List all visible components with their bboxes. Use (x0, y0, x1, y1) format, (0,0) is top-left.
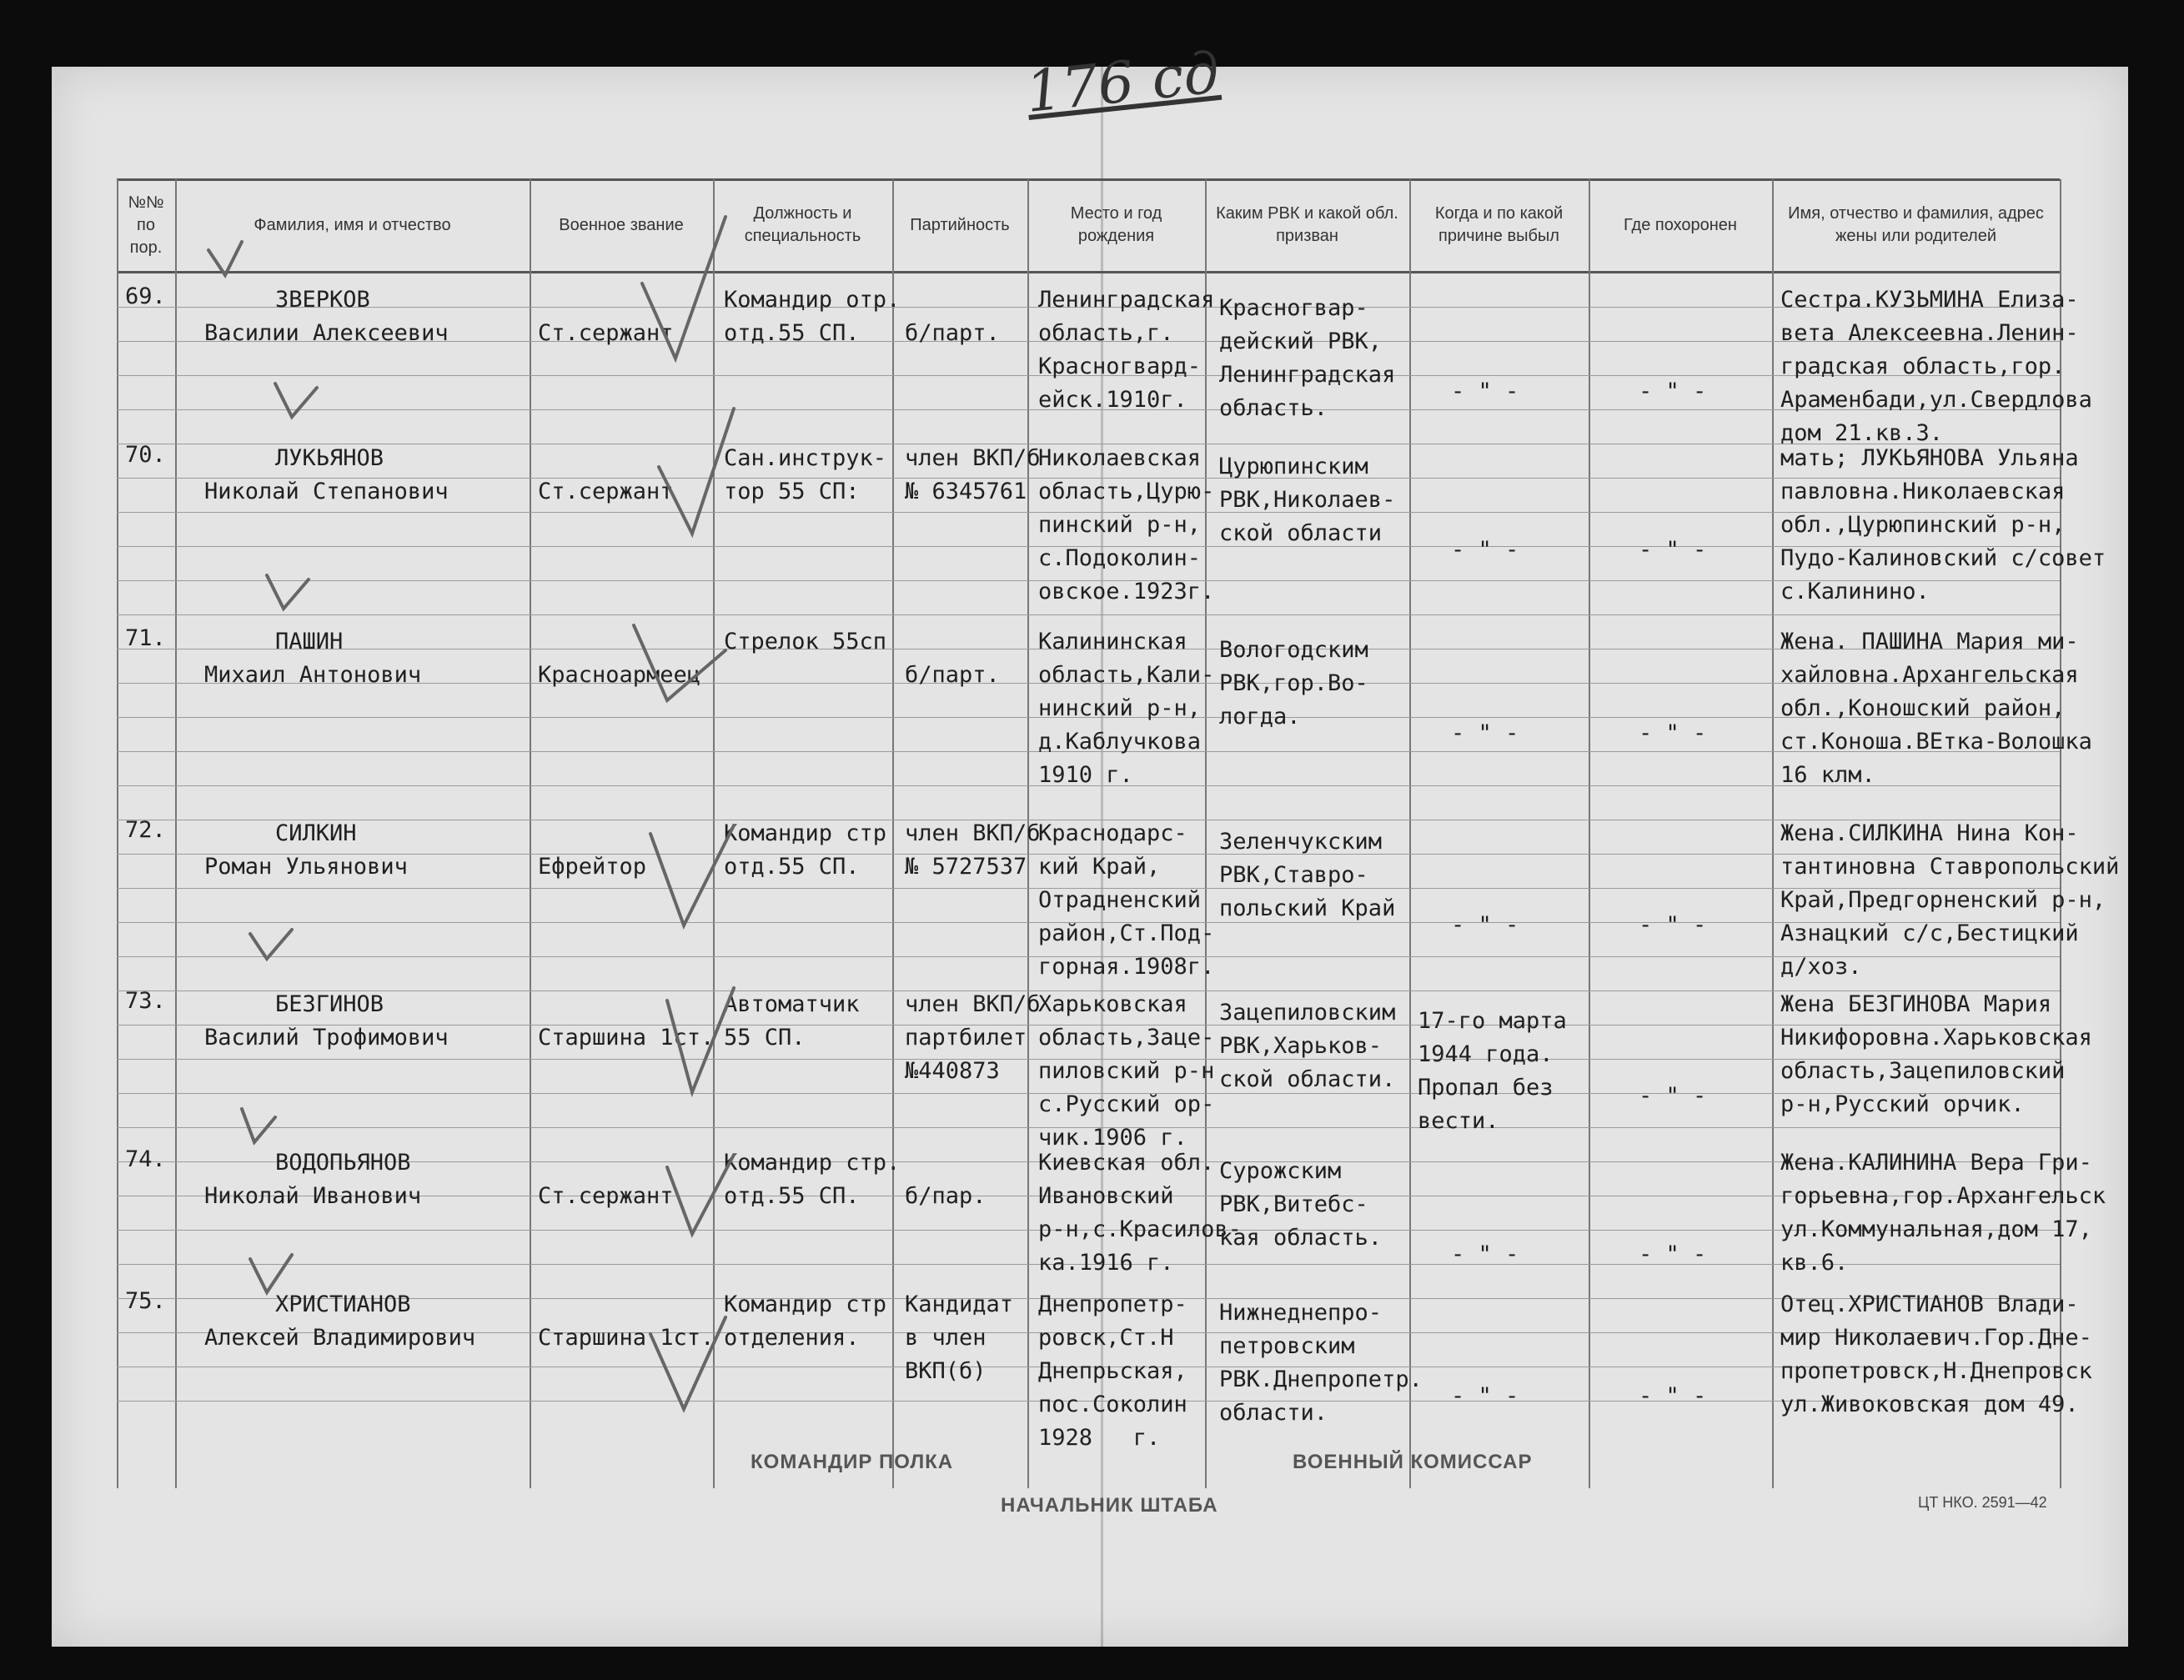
birth-place-year: Николаевская область,Цурю- пинский р-н, с.Подоколин- овское.1923г. (1038, 445, 1215, 604)
relatives-address: мать; ЛУКЬЯНОВА Ульяна павловна.Николаевская обл.,Цурюпинский р-н, Пудо-Калиновский с/совет с.Калинино. (1780, 445, 2106, 604)
surname: ЗВЕРКОВ (275, 287, 370, 313)
military-rank: Ст.сержант (538, 1183, 674, 1209)
conscription-rvk: Красногвар- дейский РВК, Ленинградская область. (1219, 295, 1396, 421)
relatives-address: Отец.ХРИСТИАНОВ Влади- мир Николаевич.Гор.Дне- пропетровск,Н.Днепровск ул.Живоковская дом 49. (1780, 1291, 2092, 1417)
footer-print-stamp: ЦТ НКО. 2591—42 (1918, 1494, 2047, 1511)
row-number: 72. (125, 817, 166, 843)
departure-reason: - " - (1451, 1241, 1519, 1267)
burial-place: - " - (1639, 1383, 1707, 1409)
position: Сан.инструк- тор 55 СП: (724, 445, 887, 504)
column-header-10: Имя, отчество и фамилия, адрес жены или родителей (1788, 204, 2044, 245)
column-header-1: №№ по пор. (128, 193, 164, 257)
surname: ЛУКЬЯНОВ (275, 445, 384, 471)
given-names: Василии Алексеевич (204, 320, 449, 346)
row-number: 74. (125, 1146, 166, 1172)
departure-reason: - " - (1451, 912, 1519, 938)
party-membership: Кандидат в член ВКП(б) (905, 1291, 1014, 1384)
relatives-address: Жена.КАЛИНИНА Вера Гри- горьевна,гор.Архангельск ул.Коммунальная,дом 17, кв.6. (1780, 1150, 2106, 1276)
column-header-7: Каким РВК и какой обл. призван (1216, 204, 1398, 245)
birth-place-year: Харьковская область,Заце- пиловский р-н с.Русский ор- чик.1906 г. (1038, 991, 1215, 1151)
surname: СИЛКИН (275, 820, 357, 846)
party-membership: б/парт. (905, 662, 1000, 688)
military-rank: Старшина 1ст. (538, 1325, 715, 1351)
row-number: 71. (125, 625, 166, 651)
military-rank: Ст.сержант (538, 320, 674, 346)
row-number: 73. (125, 988, 166, 1014)
relatives-address: Жена БЕЗГИНОВА Мария Никифоровна.Харьковская область,Зацепиловский р-н,Русский орчик. (1780, 991, 2092, 1117)
footer-chief: НАЧАЛЬНИК ШТАБА (1001, 1494, 1218, 1517)
birth-place-year: Ленинградская область,г. Красногвард- ейск.1910г. (1038, 287, 1215, 413)
military-rank: Старшина 1ст. (538, 1025, 715, 1051)
position: Автоматчик 55 СП. (724, 991, 860, 1051)
column-header-8: Когда и по какой причине выбыл (1434, 204, 1564, 245)
column-header-6: Место и год рождения (1070, 204, 1162, 245)
row-number: 69. (125, 283, 166, 309)
given-names: Алексей Владимирович (204, 1325, 476, 1351)
relatives-address: Жена.СИЛКИНА Нина Кон- тантиновна Ставропольский Край,Предгорненский р-н, Азнацкий с/с,Бестицкий д/хоз. (1780, 820, 2120, 980)
footer-commander: КОМАНДИР ПОЛКА (751, 1451, 954, 1473)
burial-place: - " - (1639, 1241, 1707, 1267)
position: Командир стр отд.55 СП. (724, 820, 887, 880)
party-membership: б/парт. (905, 320, 1000, 346)
column-header-2: Фамилия, имя и отчество (254, 215, 451, 234)
burial-place: - " - (1639, 912, 1707, 938)
column-header-9: Где похоронен (1624, 215, 1737, 234)
conscription-rvk: Цурюпинским РВК,Николаев- ской области (1219, 454, 1396, 546)
conscription-rvk: Сурожским РВК,Витебс- кая область. (1219, 1158, 1383, 1251)
conscription-rvk: Зацепиловским РВК,Харьков- ской области. (1219, 1000, 1396, 1092)
party-membership: б/пар. (905, 1183, 987, 1209)
birth-place-year: Краснодарс- кий Край, Отрадненский район,Ст.Под- горная.1908г. (1038, 820, 1215, 980)
birth-place-year: Киевская обл. Ивановский р-н,с.Красилов- ка.1916 г. (1038, 1150, 1242, 1276)
surname: ПАШИН (275, 629, 344, 654)
position: Командир стр. отд.55 СП. (724, 1150, 901, 1209)
military-rank: Красноармеец (538, 662, 701, 688)
footer-commissar: ВОЕННЫЙ КОМИССАР (1293, 1451, 1533, 1473)
given-names: Николай Иванович (204, 1183, 422, 1209)
surname: ВОДОПЬЯНОВ (275, 1150, 411, 1176)
conscription-rvk: Нижнеднепро- петровским РВК.Днепропетр. области. (1219, 1300, 1423, 1426)
departure-reason: - " - (1451, 379, 1519, 404)
birth-place-year: Днепропетр- ровск,Ст.Н Днепрьская, пос.Соколин 1928 г. (1038, 1291, 1187, 1451)
relatives-address: Сестра.КУЗЬМИНА Елиза- вета Алексеевна.Ленин- градская область,гор. Араменбади,ул.Свердлова дом 21.кв.3. (1780, 287, 2092, 446)
given-names: Василий Трофимович (204, 1025, 449, 1051)
position: Командир стр отделения. (724, 1291, 887, 1351)
military-rank: Ст.сержант (538, 479, 674, 504)
birth-place-year: Калининская область,Кали- нинский р-н, д.Каблучкова 1910 г. (1038, 629, 1215, 788)
departure-reason: - " - (1451, 1383, 1519, 1409)
burial-place: - " - (1639, 537, 1707, 563)
departure-reason: - " - (1451, 537, 1519, 563)
conscription-rvk: Зеленчукским РВК,Ставро- польский Край (1219, 829, 1396, 921)
surname: ХРИСТИАНОВ (275, 1291, 411, 1317)
party-membership: член ВКП/б партбилет №440873 (905, 991, 1041, 1084)
given-names: Николай Степанович (204, 479, 449, 504)
position: Стрелок 55сп (724, 629, 887, 654)
row-number: 75. (125, 1288, 166, 1314)
given-names: Михаил Антонович (204, 662, 422, 688)
relatives-address: Жена. ПАШИНА Мария ми- хайловна.Архангельская обл.,Коношский район, ст.Коноша.ВЕтка-Волошка 16 клм. (1780, 629, 2092, 788)
surname: БЕЗГИНОВ (275, 991, 384, 1017)
row-number: 70. (125, 442, 166, 468)
party-membership: член ВКП/б № 6345761 (905, 445, 1041, 504)
given-names: Роман Ульянович (204, 854, 408, 880)
burial-place: - " - (1639, 1083, 1707, 1109)
departure-reason: - " - (1451, 720, 1519, 746)
folio-note: 176 сд (1022, 40, 1223, 126)
position: Командир отр. отд.55 СП. (724, 287, 901, 346)
military-rank: Ефрейтор (538, 854, 647, 880)
column-header-4: Должность и специальность (744, 204, 861, 245)
burial-place: - " - (1639, 379, 1707, 404)
burial-place: - " - (1639, 720, 1707, 746)
column-header-5: Партийность (910, 215, 1010, 234)
column-header-3: Военное звание (559, 215, 684, 234)
conscription-rvk: Вологодским РВК,гор.Во- логда. (1219, 637, 1368, 730)
party-membership: член ВКП/б № 5727537 (905, 820, 1041, 880)
departure-reason: 17-го марта 1944 года. Пропал без вести. (1418, 1008, 1567, 1134)
